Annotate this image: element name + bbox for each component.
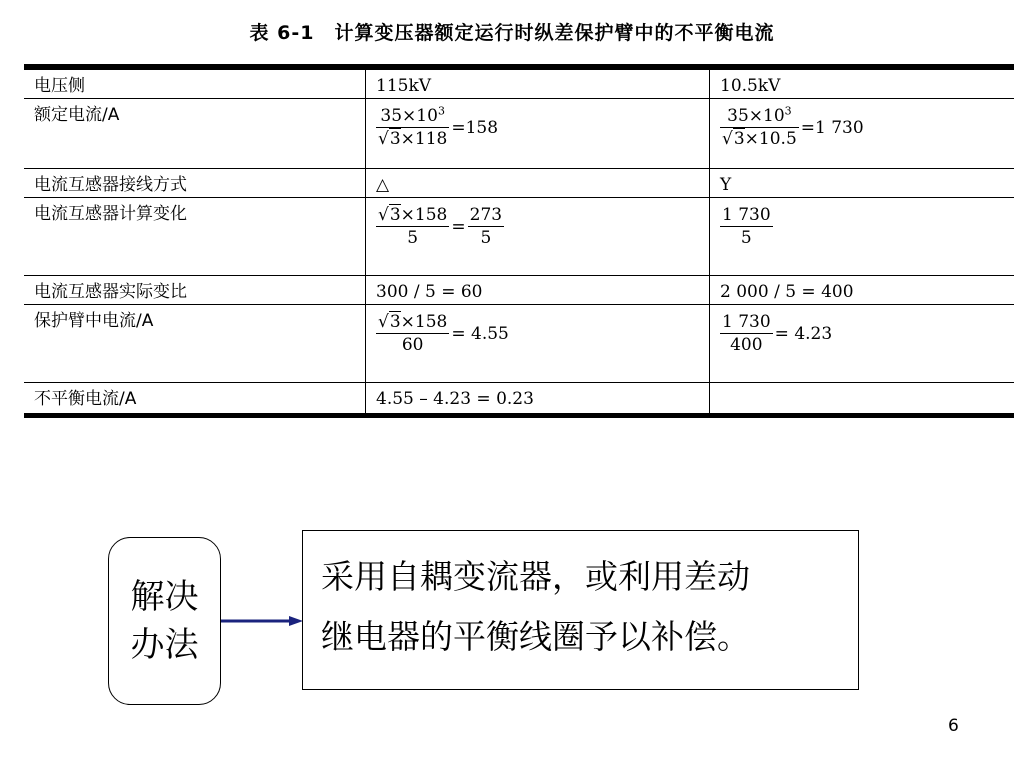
lv-cell: 10.5kV bbox=[710, 67, 1015, 99]
sqrt-symbol: √ bbox=[378, 205, 389, 225]
formula-result: =158 bbox=[451, 117, 499, 138]
sqrt-symbol: √ bbox=[378, 129, 389, 149]
fraction: $\frac{273}{5}$ bbox=[469, 205, 503, 248]
table-title: 表 6-1 计算变压器额定运行时纵差保护臂中的不平衡电流 bbox=[249, 22, 775, 44]
solution-label-box bbox=[108, 537, 221, 705]
row-label: 额定电流/A bbox=[24, 99, 366, 169]
table-row bbox=[24, 99, 1014, 169]
table-row bbox=[24, 305, 1014, 383]
table-row bbox=[24, 383, 1014, 416]
hv-cell bbox=[366, 99, 710, 169]
formula: $\frac{√3\times 158}{5}$ = $\frac{273}{5}$ bbox=[378, 205, 503, 248]
lv-cell bbox=[710, 198, 1015, 276]
fraction: $\frac{1 730}{400}$ bbox=[722, 312, 771, 355]
lv-cell: Y bbox=[710, 169, 1015, 198]
hv-cell: 4.55 – 4.23 = 0.23 bbox=[366, 383, 710, 416]
row-label: 不平衡电流/A bbox=[24, 383, 366, 416]
formula-result: = 4.23 bbox=[774, 323, 833, 344]
table-row bbox=[24, 67, 1014, 99]
formula bbox=[376, 105, 498, 150]
solution-label-line: 办法 bbox=[130, 625, 199, 665]
solution-text-line: 采用自耦变流器，或利用差动 bbox=[321, 557, 750, 596]
table-row bbox=[24, 198, 1014, 276]
formula bbox=[720, 105, 864, 150]
fraction: $\frac{√3\times 158}{5}$ bbox=[378, 205, 448, 248]
lv-cell bbox=[710, 383, 1015, 416]
fraction: $\frac{√3\times 158}{60}$ bbox=[378, 312, 448, 355]
row-label: 电流互感器接线方式 bbox=[24, 169, 366, 198]
row-label: 电压侧 bbox=[34, 76, 85, 96]
formula-result: = 4.55 bbox=[451, 323, 509, 344]
unbalanced-current-table bbox=[24, 64, 1014, 418]
table-row bbox=[24, 276, 1014, 305]
hv-cell bbox=[366, 305, 710, 383]
fraction: $\frac{35\times 10^3}{√3\times 118}$ bbox=[378, 104, 448, 149]
formula bbox=[376, 311, 509, 356]
hv-cell: 300 / 5 = 60 bbox=[366, 276, 710, 305]
solution-text-box bbox=[302, 530, 859, 690]
formula-result: =1 730 bbox=[800, 117, 864, 138]
hv-cell: 115kV bbox=[366, 67, 710, 99]
row-label: 电流互感器计算变化 bbox=[24, 198, 366, 276]
page-number: 6 bbox=[948, 716, 959, 736]
lv-cell: 2 000 / 5 = 400 bbox=[710, 276, 1015, 305]
arrow-right-icon bbox=[221, 614, 305, 628]
formula bbox=[720, 311, 832, 356]
solution-label-line: 解决 bbox=[130, 577, 199, 617]
lv-cell bbox=[710, 305, 1015, 383]
row-label: 保护臂中电流/A bbox=[24, 305, 366, 383]
row-label: 电流互感器实际变比 bbox=[24, 276, 366, 305]
solution-text-line: 继电器的平衡线圈予以补偿。 bbox=[321, 617, 750, 656]
lv-cell bbox=[710, 99, 1015, 169]
formula bbox=[720, 204, 773, 249]
fraction: $\frac{1 730}{5}$ bbox=[722, 205, 771, 248]
sqrt-symbol: √ bbox=[722, 129, 733, 149]
table-row bbox=[24, 169, 1014, 198]
fraction: $\frac{35\times 10^3}{√3\times 10.5}$ bbox=[722, 104, 797, 149]
hv-cell: △ bbox=[366, 169, 710, 198]
hv-cell bbox=[366, 198, 710, 276]
sqrt-symbol: √ bbox=[378, 312, 389, 332]
